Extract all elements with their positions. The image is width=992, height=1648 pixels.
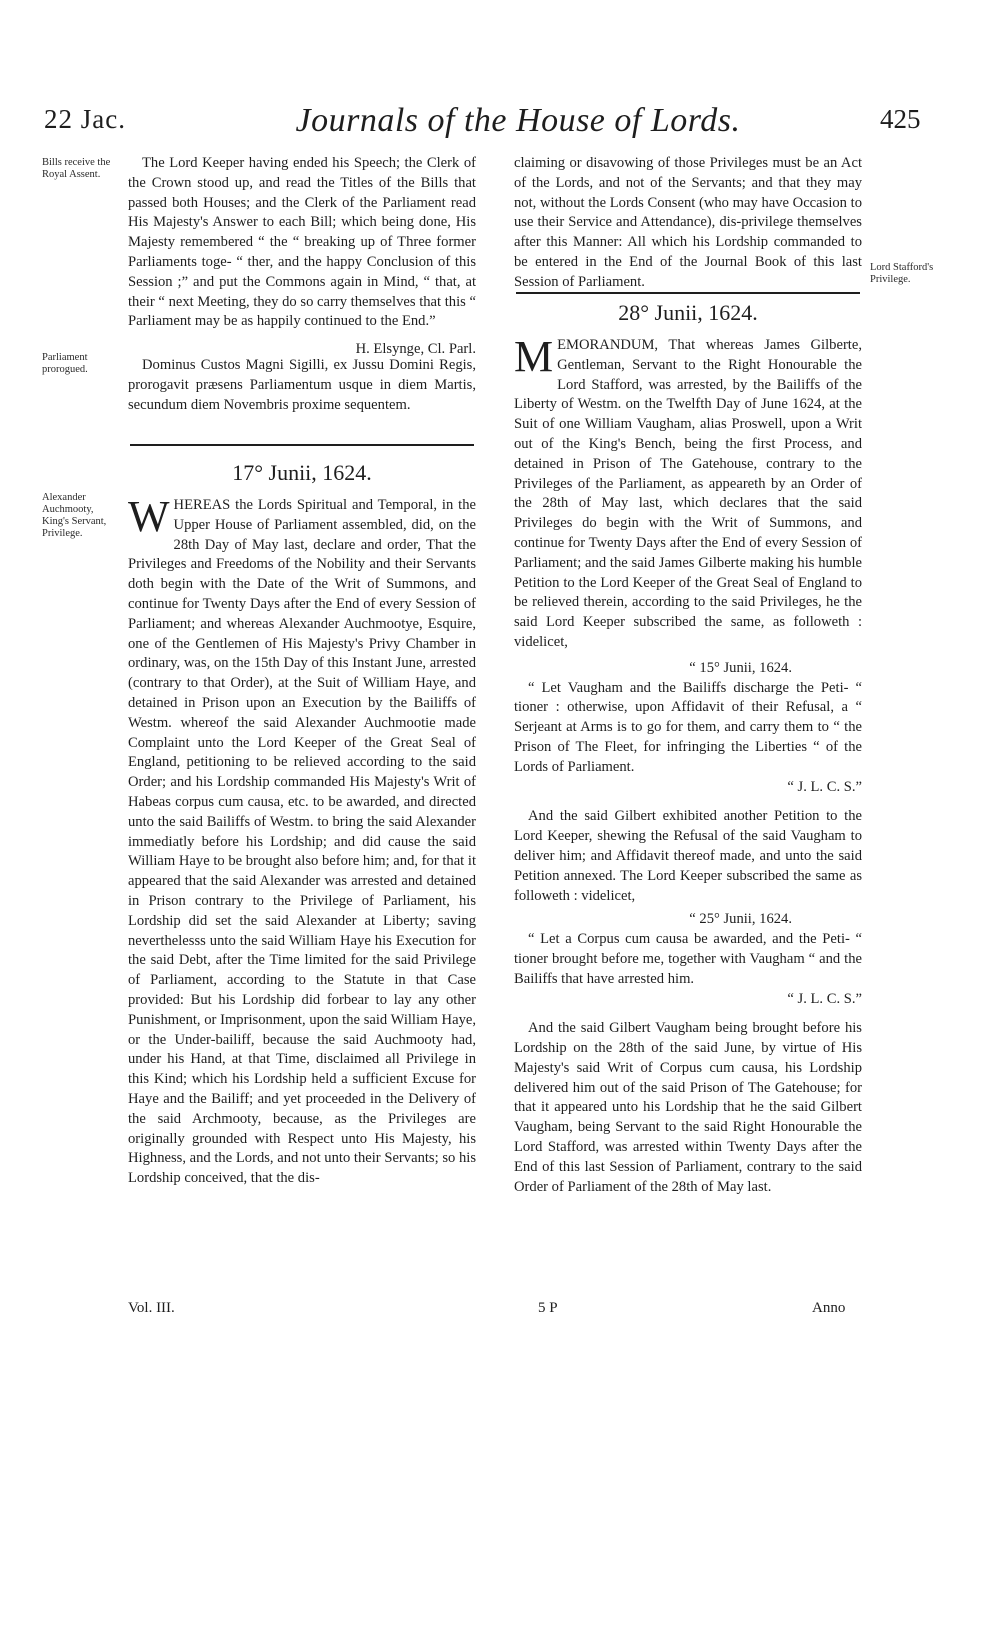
section-divider-right [516,292,860,294]
margin-note-stafford: Lord Stafford's Privilege. [870,262,934,285]
auchmooty-paragraph [128,492,476,1189]
auchmooty-block [128,492,476,1189]
memorandum-text: EMORANDUM, That whereas James Gilberte, Gentleman, Servant to the Right Honourable the Lord Stafford, was arrested, by the Bailiffs of the Liberty of Westm. on the Twelfth Day of June 1624, at the Suit of one William Vaugham, alias Proswell, upon a Writ out of the King's Bench, being the first Process, and detained in Prison of The Gatehouse, contrary to the Privileges of the Parliament, as appeareth by an Order of the 28th of May last, which declares that the said Privileges do begin with the Writ of Summons, and continue for Twenty Days after the End of every Session of Parliament; and the said James Gilberte making his humble Petition to the Lord Keeper of the Great Seal of England to be relieved therein, according to the said Privileges, he the said Lord Keeper subscribed the same, as followeth : videlicet, [514,337,862,650]
footer-signature-mark: 5 P [538,1300,558,1316]
order-2-signature: “ J. L. C. S.” [787,990,862,1007]
section-divider-left [130,444,474,446]
date-heading-28-june: 28° Junii, 1624. [618,300,758,325]
royal-assent-block [128,154,476,360]
drop-cap-m: M [514,332,554,381]
order-1-text: “ Let Vaugham and the Bailiffs discharge the Peti- “ tioner : otherwise, upon Affidavit of their Refusal, a “ Serjeant at Arms is to go for them, and carry them to “ the Prison of The Fleet, for infringing the Liberties “ of the Lords of Parliament. [514,679,862,775]
prorogation-block [128,356,476,415]
petition-paragraph: And the said Gilbert exhibited another Petition to the Lord Keeper, shewing the Refusal of the said Vaugham to deliver him; and Affidavit thereof made, and unto the said Petition annexed. The Lord Keeper subscribed the same as followeth : videlicet, [514,808,862,904]
order-1-signature: “ J. L. C. S.” [787,778,862,795]
order-2-text: “ Let a Corpus cum causa be awarded, and the Peti- “ tioner brought before me, together with Vaugham “ and the Bailiffs that have arrested him. [514,931,862,987]
footer-volume: Vol. III. [128,1300,175,1316]
order-1-date: “ 15° Junii, 1624. [689,659,792,676]
memorandum-block [514,332,862,1197]
order-2-block [514,930,862,1009]
margin-note-prorogued: Parliament prorogued. [42,352,88,375]
page-number: 425 [880,104,921,134]
margin-note-auchmooty: Alexander Auchmooty, King's Servant, Privilege. [42,492,107,539]
margin-note-royal-assent: Bills receive the Royal Assent. [42,157,111,180]
date-heading-17-june: 17° Junii, 1624. [232,460,372,485]
running-head-title: Journals of the House of Lords. [295,102,741,139]
running-head-left: 22 Jac. [44,104,126,134]
footer-catchword: Anno [812,1300,846,1316]
auchmooty-text: HEREAS the Lords Spiritual and Temporal, in the Upper House of Parliament assembled, did, on the 28th Day of May last, declare and order, That the Privileges and Freedoms of the Nobility and their Servants doth begin with the Date of the Writ of Summons, and continue for Twenty Days after the End of every Session of Parliament; and whereas Alexander Auchmootye, Esquire, one of the Gentlemen of His Majesty's Privy Chamber in ordinary, was, on the 15th Day of this Instant June, arrested (contrary to that Order), at the Suit of William Haye, and detained in Prison upon an Execution by the Bailiffs of Westm. whereof the said Alexander Auchmootie made Complaint unto the Lord Keeper of the Great Seal of England, petitioning to be relieved according to the said Order; and his Lordship commanded His Majesty's Writ of Habeas corpus cum causa, etc. to be awarded, and directed unto the said Bailiffs of Westm. to bring the said Alexander immediatly before his Lordship; and did cause the said William Haye to be brought also before him; and, for that it appeared that the said Alexander was arrested and detained in Prison contrary to the Privilege of Parliament, his Lordship did set the said Alexander at Liberty; saving neverthelesss unto the said William Haye his Execution for the said Debt, after the Time limited for the said Privilege of Parliament, according to the Statute in that Case provided: But his Lordship did forbear to lay any other Punishment, or Imprisonment, upon the said William Haye, or the Under-bailiff, because the said Auchmooty had, under his Hand, at that Time, disclaimed all Privilege in this Kind; which his Lordship held a sufficient Excuse for Haye and the Bailiff; and yet proceeded in the Delivery of the said Archmooty, because, as the Privileges are originally grounded with Respect unto His Majesty, his Highness, and the Lords, and not unto their Servants; so his Lordship conceived, that the dis- [128,497,476,1187]
prorogation-paragraph: Dominus Custos Magni Sigilli, ex Jussu Domini Regis, prorogavit præsens Parliamentum usque in diem Martis, secundum diem Novembris proxime sequentem. [128,357,476,413]
drop-cap-w: W [128,492,170,541]
continuation-block [514,154,862,293]
royal-assent-paragraph: The Lord Keeper having ended his Speech; the Clerk of the Crown stood up, and read the Titles of the Bills that passed both Houses; and the Clerk of the Parliament read His Majesty's Answer to each Bill; which being done, His Majesty remembered “ the “ breaking up of Three former Parliaments toge- “ ther, and the happy Conclusion of this Session ;” and put the Commons again in Mind, “ that, at their “ next Meeting, they do so carry themselves that this “ Parliament may be as happily continued to the End.” [128,155,476,330]
continuation-paragraph: claiming or disavowing of those Privileges must be an Act of the Lords, and not of the Servants; and that they may not, without the Lords Consent (who may have Occasion to use their Service and Attendance), dis-privilege themselves after this Manner: All which his Lordship commanded to be entered in the End of the Journal Book of this last Session of Parliament. [514,155,862,290]
clerk-signature: H. Elsynge, Cl. Parl. [355,341,476,358]
order-2-date: “ 25° Junii, 1624. [689,911,792,928]
memorandum-paragraph [514,332,862,653]
order-1-block [514,679,862,798]
conclusion-paragraph: And the said Gilbert Vaugham being brought before his Lordship on the 28th of the said June, by virtue of His Majesty's said Writ of Corpus cum causa, his Lordship delivered him out of the said Prison of The Gatehouse; for that it appeared unto his Lordship that he the said Gilbert Vaugham, being Servant to the said Right Honourable the Lord Stafford, was arrested within Twenty Days after the End of this last Session of Parliament, contrary to the said Order of Parliament of the 28th of May last. [514,1020,862,1195]
